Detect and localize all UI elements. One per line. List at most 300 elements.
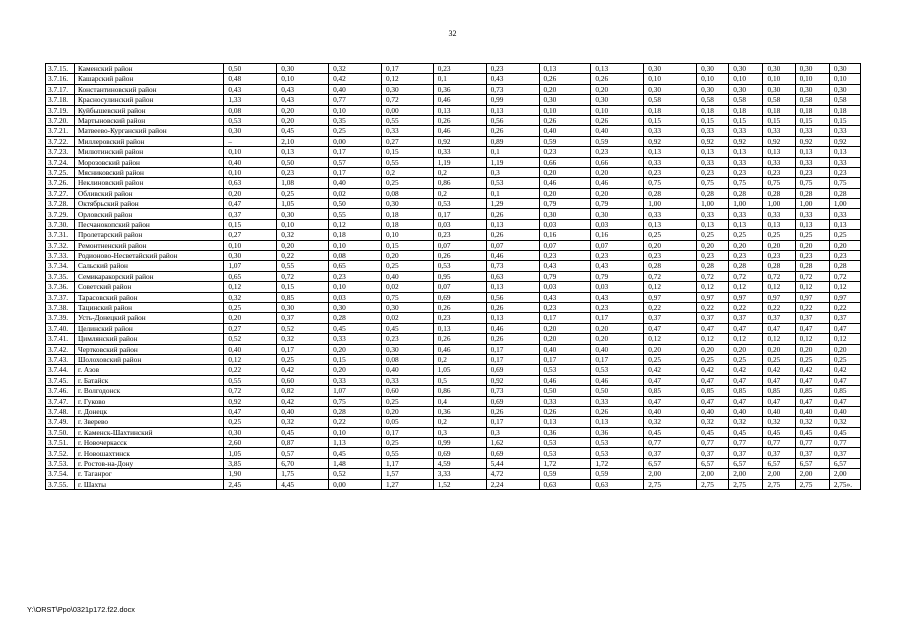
value-cell: 0,13 — [729, 219, 763, 229]
value-cell: 0,79 — [539, 199, 591, 209]
territory-name-cell: Мартыновский район — [75, 115, 224, 125]
table-row — [46, 261, 861, 271]
value-cell: 0,10 — [539, 105, 591, 115]
table-row — [46, 386, 861, 396]
value-cell: 1,19 — [433, 157, 486, 167]
value-cell: 0,47 — [795, 323, 829, 333]
value-cell: 0,32 — [829, 417, 860, 427]
value-cell: 0,45 — [277, 427, 329, 437]
value-cell: 0,20 — [644, 344, 697, 354]
value-cell: 0,2 — [381, 167, 433, 177]
value-cell: 0,10 — [763, 74, 795, 84]
value-cell: 0,42 — [277, 365, 329, 375]
value-cell: 0,10 — [329, 282, 382, 292]
row-code-cell: 3.7.34. — [46, 261, 75, 271]
value-cell: 0,37 — [763, 313, 795, 323]
value-cell: 0,3 — [486, 427, 539, 437]
value-cell: 0,47 — [829, 323, 860, 333]
value-cell: 0,53 — [539, 448, 591, 458]
page-number: 32 — [448, 29, 457, 38]
value-cell: 0,75 — [763, 178, 795, 188]
value-cell: 0,30 — [539, 209, 591, 219]
territory-name-cell: Красносулинский район — [75, 95, 224, 105]
territory-name-cell: Целинский район — [75, 323, 224, 333]
value-cell: 0,13 — [486, 105, 539, 115]
value-cell: 6,57 — [729, 458, 763, 468]
value-cell: 0,40 — [381, 271, 433, 281]
value-cell: 0,23 — [591, 147, 644, 157]
value-cell: 0,33 — [697, 126, 729, 136]
value-cell: 0,60 — [277, 375, 329, 385]
value-cell: 0,20 — [591, 323, 644, 333]
value-cell: 0,46 — [486, 323, 539, 333]
value-cell: 0,23 — [729, 251, 763, 261]
value-cell: 0,33 — [795, 209, 829, 219]
value-cell: 6,57 — [697, 458, 729, 468]
row-code-cell: 3.7.35. — [46, 271, 75, 281]
territory-name-cell: Семикаракорский район — [75, 271, 224, 281]
value-cell: 0,92 — [486, 375, 539, 385]
value-cell: 0,25 — [697, 354, 729, 364]
value-cell: 0,40 — [381, 365, 433, 375]
value-cell: 1,52 — [433, 479, 486, 489]
value-cell: 0,12 — [829, 334, 860, 344]
value-cell: 0,37 — [795, 313, 829, 323]
value-cell: 0,13 — [829, 219, 860, 229]
table-row — [46, 271, 861, 281]
value-cell: 0,02 — [381, 313, 433, 323]
value-cell: 0,99 — [486, 95, 539, 105]
value-cell: 0,53 — [433, 199, 486, 209]
value-cell: 0,20 — [763, 344, 795, 354]
value-cell: 0,53 — [486, 178, 539, 188]
row-code-cell: 3.7.31. — [46, 230, 75, 240]
value-cell: 0,57 — [329, 157, 382, 167]
value-cell: 4,72 — [486, 469, 539, 479]
value-cell: 0,20 — [697, 344, 729, 354]
value-cell: 0,36 — [539, 427, 591, 437]
value-cell: 0,47 — [729, 396, 763, 406]
value-cell: 0,32 — [277, 417, 329, 427]
value-cell: 0,30 — [729, 84, 763, 94]
value-cell: 0,23 — [486, 64, 539, 74]
value-cell: 1,08 — [277, 178, 329, 188]
value-cell: 0,13 — [763, 219, 795, 229]
value-cell: 0,22 — [277, 251, 329, 261]
value-cell: 0,18 — [763, 105, 795, 115]
value-cell: 0,26 — [591, 115, 644, 125]
territory-name-cell: Морозовский район — [75, 157, 224, 167]
value-cell: 0,40 — [224, 344, 277, 354]
value-cell: 1,00 — [697, 199, 729, 209]
value-cell: 0,30 — [277, 209, 329, 219]
value-cell: 0,75 — [644, 178, 697, 188]
value-cell: 0,46 — [486, 251, 539, 261]
value-cell: 1,62 — [486, 438, 539, 448]
value-cell: 1,00 — [795, 199, 829, 209]
value-cell: 0,13 — [829, 147, 860, 157]
territory-name-cell: Усть-Донецкий район — [75, 313, 224, 323]
value-cell: 0,10 — [591, 105, 644, 115]
value-cell: 0,25 — [729, 354, 763, 364]
value-cell: 0,13 — [644, 219, 697, 229]
value-cell: 1,72 — [539, 458, 591, 468]
value-cell: 0,17 — [539, 354, 591, 364]
value-cell: 0,77 — [763, 438, 795, 448]
value-cell: 0,25 — [644, 354, 697, 364]
value-cell: 0,53 — [591, 365, 644, 375]
value-cell: 6,57 — [829, 458, 860, 468]
value-cell: 0,28 — [697, 188, 729, 198]
territory-name-cell: г. Волгодонск — [75, 386, 224, 396]
value-cell: 0,30 — [763, 84, 795, 94]
value-cell: 0,20 — [277, 105, 329, 115]
value-cell: 0,30 — [591, 209, 644, 219]
value-cell: 0,46 — [591, 375, 644, 385]
value-cell: 0,10 — [729, 74, 763, 84]
value-cell: 0,55 — [381, 448, 433, 458]
value-cell: 0,87 — [277, 438, 329, 448]
value-cell: 0,30 — [277, 64, 329, 74]
value-cell: 0,47 — [795, 375, 829, 385]
value-cell: 0,07 — [433, 240, 486, 250]
value-cell: 0,20 — [829, 344, 860, 354]
value-cell: 0,26 — [486, 302, 539, 312]
row-code-cell: 3.7.37. — [46, 292, 75, 302]
value-cell: 0,25 — [795, 354, 829, 364]
value-cell: 0,25 — [644, 230, 697, 240]
value-cell: 0,08 — [329, 251, 382, 261]
value-cell: 0,33 — [433, 147, 486, 157]
value-cell: 0,42 — [763, 365, 795, 375]
value-cell: 0,13 — [486, 219, 539, 229]
value-cell: 0,65 — [224, 271, 277, 281]
table-row — [46, 354, 861, 364]
value-cell: 0,15 — [329, 354, 382, 364]
value-cell: 0,23 — [763, 251, 795, 261]
value-cell: 0,23 — [829, 251, 860, 261]
value-cell: 0,25 — [829, 230, 860, 240]
value-cell: 1,00 — [644, 199, 697, 209]
value-cell: 0,28 — [829, 261, 860, 271]
value-cell: 0,52 — [329, 469, 382, 479]
table-row — [46, 157, 861, 167]
value-cell: 0,46 — [539, 375, 591, 385]
value-cell: 4,59 — [433, 458, 486, 468]
value-cell: 0,92 — [697, 136, 729, 146]
value-cell: 0,33 — [539, 396, 591, 406]
value-cell: 0,15 — [829, 115, 860, 125]
value-cell: 0,60 — [381, 386, 433, 396]
row-code-cell: 3.7.51. — [46, 438, 75, 448]
value-cell: 0,30 — [697, 64, 729, 74]
value-cell: 0,5 — [433, 375, 486, 385]
row-code-cell: 3.7.29. — [46, 209, 75, 219]
value-cell: 0,23 — [795, 251, 829, 261]
value-cell: 0,1 — [486, 147, 539, 157]
value-cell: 0,75 — [329, 396, 382, 406]
value-cell: 0,40 — [829, 406, 860, 416]
value-cell: 0,20 — [729, 240, 763, 250]
value-cell: 0,46 — [539, 178, 591, 188]
value-cell: 0,26 — [433, 251, 486, 261]
value-cell: 1,13 — [329, 438, 382, 448]
value-cell: 0,45 — [829, 427, 860, 437]
value-cell: 0,20 — [763, 240, 795, 250]
value-cell: 0,30 — [829, 84, 860, 94]
value-cell: 0,17 — [277, 344, 329, 354]
value-cell: 0,00 — [329, 136, 382, 146]
value-cell: 0,47 — [697, 375, 729, 385]
value-cell: 0,22 — [729, 302, 763, 312]
value-cell: 0,25 — [381, 261, 433, 271]
value-cell: 0,16 — [539, 230, 591, 240]
value-cell: 0,86 — [433, 386, 486, 396]
value-cell: 0,63 — [486, 271, 539, 281]
value-cell: 0,20 — [539, 188, 591, 198]
value-cell: 0,47 — [795, 396, 829, 406]
table-row — [46, 74, 861, 84]
table-row — [46, 479, 861, 489]
value-cell: 2,00 — [829, 469, 860, 479]
table-row — [46, 115, 861, 125]
value-cell: 0,36 — [433, 84, 486, 94]
value-cell: 0,18 — [697, 105, 729, 115]
value-cell: 0,75 — [795, 178, 829, 188]
value-cell: 0,33 — [329, 334, 382, 344]
row-code-cell: 3.7.48. — [46, 406, 75, 416]
table-row — [46, 209, 861, 219]
value-cell: 0,28 — [329, 313, 382, 323]
value-cell: 0,85 — [763, 386, 795, 396]
value-cell: 0,10 — [697, 74, 729, 84]
value-cell: 0,47 — [644, 396, 697, 406]
value-cell: 2,24 — [486, 479, 539, 489]
value-cell: 0,46 — [433, 344, 486, 354]
value-cell: 0,53 — [539, 438, 591, 448]
value-cell: 0,75 — [381, 292, 433, 302]
table-row — [46, 438, 861, 448]
value-cell: 0,73 — [486, 84, 539, 94]
territory-name-cell: г. Новочеркасск — [75, 438, 224, 448]
value-cell: 0,56 — [486, 115, 539, 125]
row-code-cell: 3.7.49. — [46, 417, 75, 427]
value-cell: 0,77 — [729, 438, 763, 448]
value-cell: 0,43 — [224, 84, 277, 94]
value-cell: 0,12 — [224, 354, 277, 364]
value-cell: 0,32 — [729, 417, 763, 427]
value-cell: 0,77 — [795, 438, 829, 448]
table-row — [46, 469, 861, 479]
value-cell: 0,10 — [224, 147, 277, 157]
table-row — [46, 188, 861, 198]
value-cell: 0,30 — [644, 64, 697, 74]
value-cell: 2,10 — [277, 136, 329, 146]
row-code-cell: 3.7.17. — [46, 84, 75, 94]
value-cell: 0,43 — [591, 292, 644, 302]
value-cell: 0,30 — [224, 251, 277, 261]
value-cell: 0,56 — [486, 292, 539, 302]
value-cell: 0,45 — [329, 323, 382, 333]
value-cell: 0,13 — [729, 147, 763, 157]
value-cell: 0,13 — [539, 417, 591, 427]
value-cell: 0,30 — [763, 64, 795, 74]
value-cell: 0,12 — [729, 334, 763, 344]
value-cell: 0,30 — [829, 64, 860, 74]
value-cell: 0,92 — [433, 136, 486, 146]
territory-name-cell: Матвеево-Курганский район — [75, 126, 224, 136]
territory-name-cell: Мясниковский район — [75, 167, 224, 177]
value-cell: 0,33 — [763, 126, 795, 136]
value-cell: 0,40 — [591, 344, 644, 354]
table-row — [46, 292, 861, 302]
value-cell: 0,12 — [644, 282, 697, 292]
value-cell: 0,15 — [381, 240, 433, 250]
value-cell: 1,72 — [591, 458, 644, 468]
value-cell: 0,37 — [644, 448, 697, 458]
value-cell: 0,85 — [277, 292, 329, 302]
value-cell: 0,28 — [644, 261, 697, 271]
value-cell: 0,22 — [763, 302, 795, 312]
value-cell: 0,75 — [729, 178, 763, 188]
value-cell: 0,37 — [763, 448, 795, 458]
value-cell: 0,50 — [329, 199, 382, 209]
value-cell: 0,92 — [224, 396, 277, 406]
value-cell: 2,75 — [795, 479, 829, 489]
value-cell: 1,57 — [381, 469, 433, 479]
value-cell: 0,30 — [591, 95, 644, 105]
value-cell: 0,23 — [729, 167, 763, 177]
value-cell: 0,13 — [486, 282, 539, 292]
value-cell: 0,35 — [329, 115, 382, 125]
value-cell: 0,72 — [381, 95, 433, 105]
value-cell: 0,20 — [591, 188, 644, 198]
value-cell: 0,97 — [697, 292, 729, 302]
value-cell: 0,59 — [539, 136, 591, 146]
value-cell: 0,13 — [433, 323, 486, 333]
territory-name-cell: Песчанокопский район — [75, 219, 224, 229]
value-cell: 0,12 — [795, 334, 829, 344]
value-cell: 0,47 — [829, 396, 860, 406]
value-cell: 0,25 — [381, 396, 433, 406]
value-cell: 0,58 — [644, 95, 697, 105]
value-cell: 0,26 — [433, 334, 486, 344]
value-cell: 0,10 — [795, 74, 829, 84]
value-cell: 0,20 — [644, 240, 697, 250]
value-cell: 0,13 — [644, 147, 697, 157]
value-cell: 0,47 — [763, 375, 795, 385]
value-cell: 0,97 — [644, 292, 697, 302]
value-cell: 0,30 — [224, 427, 277, 437]
value-cell: 0,33 — [795, 126, 829, 136]
value-cell: 0,40 — [763, 406, 795, 416]
row-code-cell: 3.7.54. — [46, 469, 75, 479]
value-cell: 0,37 — [277, 313, 329, 323]
value-cell: 0,15 — [644, 115, 697, 125]
value-cell: 0,30 — [795, 84, 829, 94]
table-row — [46, 334, 861, 344]
value-cell: 0,32 — [329, 64, 382, 74]
table-row — [46, 458, 861, 468]
value-cell: 0,45 — [381, 323, 433, 333]
value-cell: 0,26 — [539, 406, 591, 416]
value-cell: 2,00 — [729, 469, 763, 479]
territory-name-cell: Чертковский район — [75, 344, 224, 354]
value-cell: 0,58 — [829, 95, 860, 105]
value-cell: 0,55 — [277, 261, 329, 271]
value-cell: 0,00 — [329, 479, 382, 489]
value-cell: 0,20 — [224, 188, 277, 198]
value-cell: 0,03 — [539, 219, 591, 229]
value-cell: 0,30 — [795, 64, 829, 74]
value-cell: 0,20 — [539, 84, 591, 94]
value-cell: 0,20 — [329, 344, 382, 354]
value-cell: 0,10 — [329, 427, 382, 437]
table-row — [46, 178, 861, 188]
value-cell: 0,13 — [795, 147, 829, 157]
value-cell: 0,25 — [829, 354, 860, 364]
table-row — [46, 365, 861, 375]
value-cell: 2,75 — [729, 479, 763, 489]
value-cell: 0,77 — [829, 438, 860, 448]
table-row — [46, 230, 861, 240]
row-code-cell: 3.7.43. — [46, 354, 75, 364]
value-cell: 1,00 — [729, 199, 763, 209]
value-cell: 0,15 — [763, 115, 795, 125]
value-cell: 0,26 — [591, 406, 644, 416]
territory-name-cell: г. Батайск — [75, 375, 224, 385]
value-cell: 0,26 — [486, 406, 539, 416]
value-cell: 0,86 — [433, 178, 486, 188]
value-cell: 0,40 — [539, 126, 591, 136]
value-cell: 0,10 — [829, 74, 860, 84]
value-cell: 0,20 — [591, 84, 644, 94]
value-cell: 0,30 — [539, 95, 591, 105]
table-row — [46, 323, 861, 333]
value-cell: 0,23 — [433, 64, 486, 74]
value-cell: 0,40 — [795, 406, 829, 416]
row-code-cell: 3.7.38. — [46, 302, 75, 312]
value-cell: 0,17 — [591, 313, 644, 323]
value-cell: 0,10 — [224, 167, 277, 177]
value-cell: 0,48 — [224, 74, 277, 84]
value-cell: 0,23 — [329, 271, 382, 281]
value-cell: 0,15 — [729, 115, 763, 125]
value-cell: 0,65 — [329, 261, 382, 271]
value-cell: 0,28 — [795, 188, 829, 198]
value-cell: 0,69 — [433, 292, 486, 302]
value-cell: 0,12 — [224, 282, 277, 292]
territory-name-cell: Куйбышевский район — [75, 105, 224, 115]
value-cell: 0,32 — [697, 417, 729, 427]
value-cell: 0,50 — [591, 386, 644, 396]
value-cell: 0,28 — [829, 188, 860, 198]
row-code-cell: 3.7.53. — [46, 458, 75, 468]
value-cell: 0,45 — [763, 427, 795, 437]
territory-name-cell: Ремонтненский район — [75, 240, 224, 250]
value-cell: 0,32 — [644, 417, 697, 427]
value-cell: 0,26 — [433, 115, 486, 125]
value-cell: 0,30 — [329, 302, 382, 312]
value-cell: 1,27 — [381, 479, 433, 489]
value-cell: 0,75 — [697, 178, 729, 188]
value-cell: 0,23 — [644, 167, 697, 177]
value-cell: 0,45 — [795, 427, 829, 437]
row-code-cell: 3.7.45. — [46, 375, 75, 385]
value-cell: 0,42 — [697, 365, 729, 375]
value-cell: 0,07 — [539, 240, 591, 250]
value-cell: 0,2 — [433, 354, 486, 364]
